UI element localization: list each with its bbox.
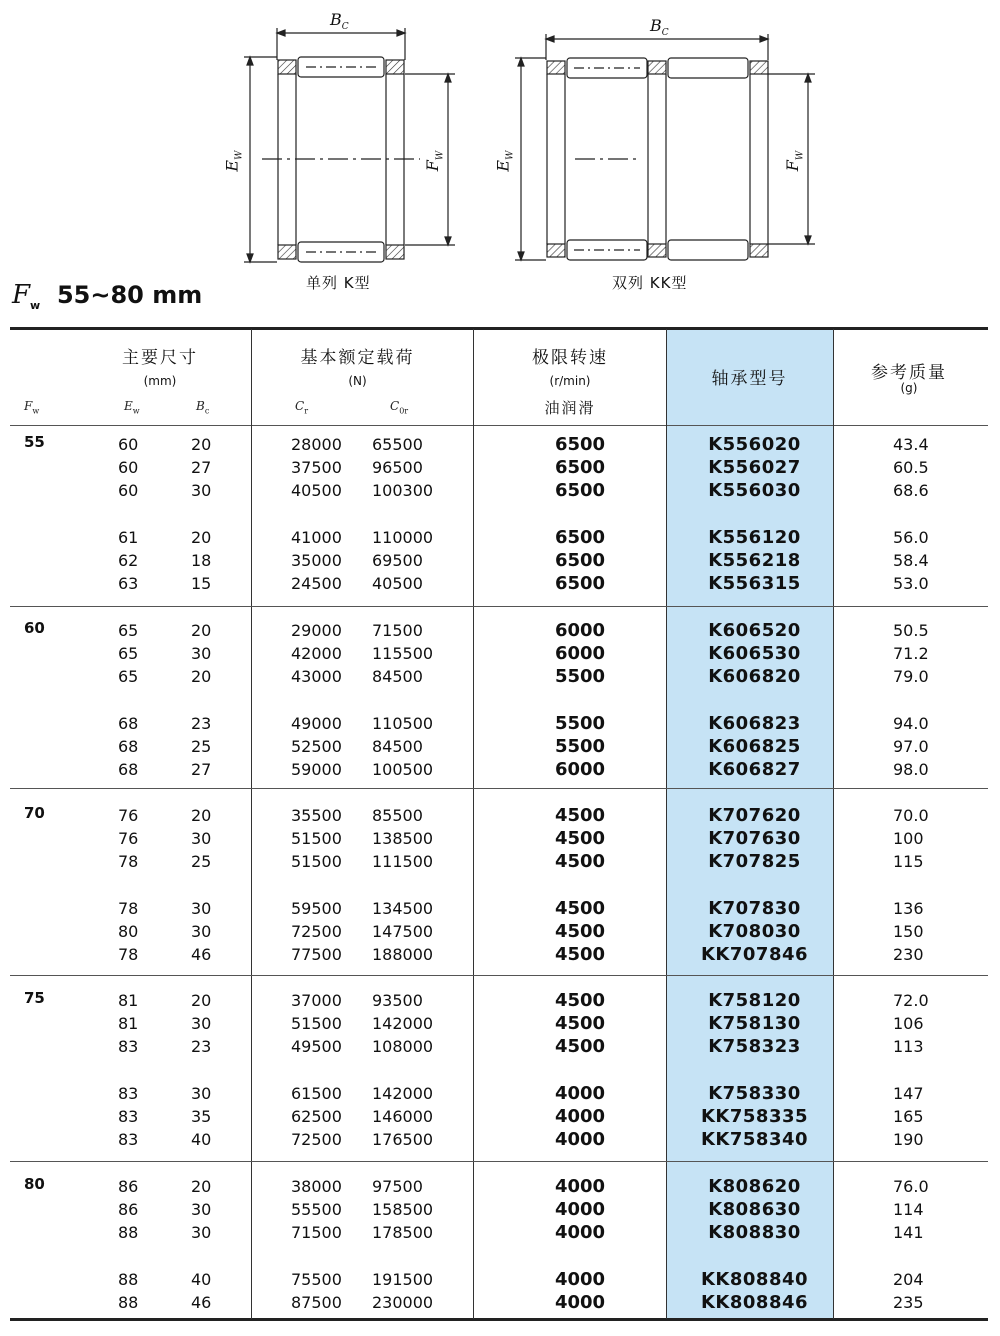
cell-cr: 28000 bbox=[291, 435, 342, 454]
cell-bc: 30 bbox=[191, 644, 212, 663]
cell-speed: 6500 bbox=[554, 457, 606, 478]
cell-ew: 88 bbox=[118, 1293, 139, 1312]
header-mass: 参考质量 bbox=[871, 363, 947, 383]
table-row bbox=[0, 897, 1000, 920]
header-load-unit: (N) bbox=[348, 374, 367, 388]
cell-cr: 43000 bbox=[291, 667, 342, 686]
table-row bbox=[0, 642, 1000, 665]
cell-bc: 20 bbox=[191, 991, 212, 1010]
cell-ew: 83 bbox=[118, 1107, 139, 1126]
cell-c0r: 115500 bbox=[372, 644, 434, 663]
cell-speed: 6500 bbox=[554, 550, 606, 571]
cell-mass: 147 bbox=[893, 1084, 924, 1103]
cell-bc: 40 bbox=[191, 1270, 212, 1289]
group-fw-55 bbox=[0, 433, 1000, 607]
cell-speed: 4000 bbox=[554, 1292, 606, 1313]
cell-model: K606520 bbox=[708, 620, 801, 641]
header-load: 基本额定载荷 bbox=[300, 348, 415, 368]
cell-ew: 81 bbox=[118, 1014, 139, 1033]
page-title: $F_w$ 55~80 mm bbox=[12, 280, 203, 312]
single-ew-label: $E_W$ bbox=[222, 150, 245, 172]
cell-speed: 4000 bbox=[554, 1269, 606, 1290]
double-fw-label: $F_W$ bbox=[783, 150, 806, 172]
cell-c0r: 110000 bbox=[372, 528, 434, 547]
cell-speed: 6000 bbox=[554, 759, 606, 780]
table-row bbox=[0, 1128, 1000, 1151]
cell-bc: 20 bbox=[191, 621, 212, 640]
cell-c0r: 97500 bbox=[372, 1177, 423, 1196]
cell-speed: 4500 bbox=[554, 1036, 606, 1057]
cell-model: K758130 bbox=[708, 1013, 801, 1034]
cell-mass: 114 bbox=[893, 1200, 924, 1219]
table-row bbox=[0, 456, 1000, 479]
cell-c0r: 142000 bbox=[372, 1014, 434, 1033]
cell-cr: 29000 bbox=[291, 621, 342, 640]
cell-ew: 68 bbox=[118, 714, 139, 733]
cell-bc: 30 bbox=[191, 1014, 212, 1033]
cell-bc: 25 bbox=[191, 737, 212, 756]
group-fw-80 bbox=[0, 1175, 1000, 1320]
table-row bbox=[0, 1082, 1000, 1105]
cell-cr: 62500 bbox=[291, 1107, 342, 1126]
cell-ew: 88 bbox=[118, 1223, 139, 1242]
cell-speed: 4000 bbox=[554, 1129, 606, 1150]
table-row bbox=[0, 1105, 1000, 1128]
cell-speed: 4500 bbox=[554, 921, 606, 942]
cell-model: K556120 bbox=[708, 527, 801, 548]
cell-bc: 30 bbox=[191, 1084, 212, 1103]
cell-bc: 46 bbox=[191, 945, 212, 964]
cell-mass: 141 bbox=[893, 1223, 924, 1242]
cell-ew: 78 bbox=[118, 899, 139, 918]
cell-cr: 35000 bbox=[291, 551, 342, 570]
header-mass-unit: (g) bbox=[900, 381, 918, 395]
cell-mass: 98.0 bbox=[893, 760, 929, 779]
cell-model: K556027 bbox=[708, 457, 801, 478]
cell-cr: 71500 bbox=[291, 1223, 342, 1242]
cell-speed: 5500 bbox=[554, 666, 606, 687]
cell-ew: 83 bbox=[118, 1130, 139, 1149]
table-row bbox=[0, 526, 1000, 549]
table-row bbox=[0, 619, 1000, 642]
group-fw-60 bbox=[0, 619, 1000, 793]
cell-cr: 40500 bbox=[291, 481, 342, 500]
cell-ew: 81 bbox=[118, 991, 139, 1010]
cell-model: K556218 bbox=[708, 550, 801, 571]
cell-ew: 60 bbox=[118, 481, 139, 500]
header-main-dims-unit: (mm) bbox=[143, 374, 177, 388]
cell-ew: 83 bbox=[118, 1037, 139, 1056]
cell-mass: 76.0 bbox=[893, 1177, 929, 1196]
cell-ew: 68 bbox=[118, 737, 139, 756]
symbol-c0r: $C_{0r}$ bbox=[390, 399, 409, 416]
table-row bbox=[0, 827, 1000, 850]
cell-ew: 86 bbox=[118, 1200, 139, 1219]
cell-c0r: 138500 bbox=[372, 829, 434, 848]
cell-bc: 35 bbox=[191, 1107, 212, 1126]
table-row bbox=[0, 1198, 1000, 1221]
cell-model: K556030 bbox=[708, 480, 801, 501]
cell-mass: 165 bbox=[893, 1107, 924, 1126]
table-row bbox=[0, 712, 1000, 735]
cell-bc: 20 bbox=[191, 435, 212, 454]
cell-speed: 6000 bbox=[554, 643, 606, 664]
cell-ew: 65 bbox=[118, 667, 139, 686]
cell-bc: 15 bbox=[191, 574, 212, 593]
cell-model: K606827 bbox=[708, 759, 801, 780]
cell-c0r: 71500 bbox=[372, 621, 423, 640]
symbol-fw: $F_w$ bbox=[24, 399, 40, 416]
cell-c0r: 134500 bbox=[372, 899, 434, 918]
cell-c0r: 188000 bbox=[372, 945, 434, 964]
cell-bc: 25 bbox=[191, 852, 212, 871]
cell-ew: 60 bbox=[118, 458, 139, 477]
cell-mass: 72.0 bbox=[893, 991, 929, 1010]
cell-speed: 6500 bbox=[554, 434, 606, 455]
cell-model: K606825 bbox=[708, 736, 801, 757]
cell-ew: 78 bbox=[118, 945, 139, 964]
cell-model: K707630 bbox=[708, 828, 801, 849]
table-row bbox=[0, 549, 1000, 572]
cell-c0r: 40500 bbox=[372, 574, 423, 593]
cell-speed: 4000 bbox=[554, 1199, 606, 1220]
cell-cr: 59500 bbox=[291, 899, 342, 918]
cell-model: K556315 bbox=[708, 573, 801, 594]
cell-ew: 76 bbox=[118, 829, 139, 848]
cell-bc: 46 bbox=[191, 1293, 212, 1312]
cell-mass: 235 bbox=[893, 1293, 924, 1312]
table-top-rule bbox=[10, 327, 988, 330]
table-row bbox=[0, 850, 1000, 873]
table-row bbox=[0, 1175, 1000, 1198]
cell-mass: 70.0 bbox=[893, 806, 929, 825]
cell-cr: 72500 bbox=[291, 922, 342, 941]
cell-speed: 4500 bbox=[554, 805, 606, 826]
cell-mass: 79.0 bbox=[893, 667, 929, 686]
cell-cr: 41000 bbox=[291, 528, 342, 547]
cell-c0r: 108000 bbox=[372, 1037, 434, 1056]
cell-c0r: 230000 bbox=[372, 1293, 434, 1312]
cell-speed: 4000 bbox=[554, 1222, 606, 1243]
cell-mass: 136 bbox=[893, 899, 924, 918]
table-row bbox=[0, 1221, 1000, 1244]
cell-mass: 97.0 bbox=[893, 737, 929, 756]
cell-c0r: 100300 bbox=[372, 481, 434, 500]
cell-model: K556020 bbox=[708, 434, 801, 455]
cell-model: K758330 bbox=[708, 1083, 801, 1104]
group-fw-value: 80 bbox=[24, 1175, 45, 1193]
cell-bc: 23 bbox=[191, 1037, 212, 1056]
cell-model: K707830 bbox=[708, 898, 801, 919]
cell-ew: 60 bbox=[118, 435, 139, 454]
double-row-kk-diagram bbox=[515, 34, 815, 260]
group-fw-75 bbox=[0, 989, 1000, 1164]
cell-c0r: 176500 bbox=[372, 1130, 434, 1149]
cell-speed: 6000 bbox=[554, 620, 606, 641]
table-row bbox=[0, 665, 1000, 688]
cell-cr: 42000 bbox=[291, 644, 342, 663]
cell-ew: 62 bbox=[118, 551, 139, 570]
cell-cr: 35500 bbox=[291, 806, 342, 825]
cell-c0r: 111500 bbox=[372, 852, 434, 871]
cell-ew: 65 bbox=[118, 644, 139, 663]
group-separator bbox=[10, 606, 988, 607]
cell-bc: 30 bbox=[191, 481, 212, 500]
table-row bbox=[0, 1012, 1000, 1035]
table-row bbox=[0, 804, 1000, 827]
table-row bbox=[0, 433, 1000, 456]
cell-model: K707825 bbox=[708, 851, 801, 872]
single-fw-label: $F_W$ bbox=[423, 150, 446, 172]
cell-speed: 4500 bbox=[554, 851, 606, 872]
cell-ew: 88 bbox=[118, 1270, 139, 1289]
cell-bc: 20 bbox=[191, 1177, 212, 1196]
cell-bc: 23 bbox=[191, 714, 212, 733]
cell-model: K708030 bbox=[708, 921, 801, 942]
cell-model: K808620 bbox=[708, 1176, 801, 1197]
group-fw-value: 70 bbox=[24, 804, 45, 822]
cell-speed: 4500 bbox=[554, 1013, 606, 1034]
cell-c0r: 110500 bbox=[372, 714, 434, 733]
cell-model: K606820 bbox=[708, 666, 801, 687]
table-row bbox=[0, 989, 1000, 1012]
group-fw-value: 75 bbox=[24, 989, 45, 1007]
group-separator bbox=[10, 788, 988, 789]
cell-cr: 37000 bbox=[291, 991, 342, 1010]
cell-bc: 20 bbox=[191, 806, 212, 825]
cell-mass: 43.4 bbox=[893, 435, 929, 454]
cell-bc: 27 bbox=[191, 458, 212, 477]
cell-cr: 24500 bbox=[291, 574, 342, 593]
cell-cr: 87500 bbox=[291, 1293, 342, 1312]
cell-mass: 100 bbox=[893, 829, 924, 848]
cell-model: KK808846 bbox=[700, 1292, 809, 1313]
cell-mass: 50.5 bbox=[893, 621, 929, 640]
cell-model: K606530 bbox=[708, 643, 801, 664]
cell-speed: 6500 bbox=[554, 573, 606, 594]
cell-ew: 86 bbox=[118, 1177, 139, 1196]
table-row bbox=[0, 1035, 1000, 1058]
table-row bbox=[0, 572, 1000, 595]
cell-ew: 65 bbox=[118, 621, 139, 640]
cell-model: KK707846 bbox=[700, 944, 809, 965]
cell-mass: 60.5 bbox=[893, 458, 929, 477]
table-row bbox=[0, 920, 1000, 943]
cell-c0r: 158500 bbox=[372, 1200, 434, 1219]
cell-mass: 204 bbox=[893, 1270, 924, 1289]
cell-c0r: 84500 bbox=[372, 667, 423, 686]
cell-bc: 20 bbox=[191, 667, 212, 686]
cell-ew: 78 bbox=[118, 852, 139, 871]
cell-cr: 55500 bbox=[291, 1200, 342, 1219]
table-row bbox=[0, 1291, 1000, 1314]
cell-c0r: 178500 bbox=[372, 1223, 434, 1242]
cell-c0r: 96500 bbox=[372, 458, 423, 477]
group-separator bbox=[10, 975, 988, 976]
table-row bbox=[0, 479, 1000, 502]
cell-mass: 150 bbox=[893, 922, 924, 941]
cell-c0r: 100500 bbox=[372, 760, 434, 779]
cell-ew: 76 bbox=[118, 806, 139, 825]
cell-speed: 4000 bbox=[554, 1083, 606, 1104]
cell-cr: 77500 bbox=[291, 945, 342, 964]
cell-c0r: 85500 bbox=[372, 806, 423, 825]
header-speed-oil: 油润滑 bbox=[544, 399, 596, 417]
cell-mass: 71.2 bbox=[893, 644, 929, 663]
cell-ew: 63 bbox=[118, 574, 139, 593]
cell-speed: 4000 bbox=[554, 1176, 606, 1197]
symbol-ew: $E_w$ bbox=[124, 399, 140, 416]
table-row bbox=[0, 943, 1000, 966]
cell-cr: 38000 bbox=[291, 1177, 342, 1196]
table-row bbox=[0, 758, 1000, 781]
group-fw-value: 55 bbox=[24, 433, 45, 451]
single-row-k-diagram bbox=[244, 28, 455, 262]
header-model: 轴承型号 bbox=[711, 369, 788, 389]
cell-cr: 52500 bbox=[291, 737, 342, 756]
cell-cr: 51500 bbox=[291, 1014, 342, 1033]
cell-bc: 30 bbox=[191, 922, 212, 941]
cell-speed: 4000 bbox=[554, 1106, 606, 1127]
cell-cr: 72500 bbox=[291, 1130, 342, 1149]
cell-ew: 83 bbox=[118, 1084, 139, 1103]
cell-mass: 56.0 bbox=[893, 528, 929, 547]
cell-cr: 51500 bbox=[291, 852, 342, 871]
cell-mass: 106 bbox=[893, 1014, 924, 1033]
cell-model: K808830 bbox=[708, 1222, 801, 1243]
cell-cr: 75500 bbox=[291, 1270, 342, 1289]
cell-ew: 61 bbox=[118, 528, 139, 547]
cell-bc: 30 bbox=[191, 1200, 212, 1219]
symbol-bc: $B_c$ bbox=[196, 399, 210, 416]
cell-cr: 49500 bbox=[291, 1037, 342, 1056]
cell-mass: 68.6 bbox=[893, 481, 929, 500]
cell-c0r: 93500 bbox=[372, 991, 423, 1010]
cell-bc: 40 bbox=[191, 1130, 212, 1149]
cell-speed: 4500 bbox=[554, 944, 606, 965]
group-fw-value: 60 bbox=[24, 619, 45, 637]
cell-bc: 30 bbox=[191, 899, 212, 918]
double-ew-label: $E_W$ bbox=[493, 150, 516, 172]
cell-bc: 18 bbox=[191, 551, 212, 570]
cell-c0r: 142000 bbox=[372, 1084, 434, 1103]
cell-model: K808630 bbox=[708, 1199, 801, 1220]
cell-model: K707620 bbox=[708, 805, 801, 826]
cell-c0r: 84500 bbox=[372, 737, 423, 756]
cell-model: KK758335 bbox=[700, 1106, 809, 1127]
cell-c0r: 146000 bbox=[372, 1107, 434, 1126]
cell-ew: 68 bbox=[118, 760, 139, 779]
double-bc-label: $B_C$ bbox=[650, 16, 669, 39]
cell-bc: 20 bbox=[191, 528, 212, 547]
single-bc-label: $B_C$ bbox=[330, 10, 349, 33]
cell-speed: 5500 bbox=[554, 736, 606, 757]
cell-speed: 4500 bbox=[554, 898, 606, 919]
cell-c0r: 65500 bbox=[372, 435, 423, 454]
cell-mass: 58.4 bbox=[893, 551, 929, 570]
double-row-caption: 双列 KK型 bbox=[612, 274, 688, 292]
cell-c0r: 147500 bbox=[372, 922, 434, 941]
cell-mass: 113 bbox=[893, 1037, 924, 1056]
cell-speed: 6500 bbox=[554, 527, 606, 548]
header-main-dims: 主要尺寸 bbox=[122, 348, 198, 368]
cell-cr: 51500 bbox=[291, 829, 342, 848]
cell-bc: 27 bbox=[191, 760, 212, 779]
cell-model: K758120 bbox=[708, 990, 801, 1011]
cell-speed: 4500 bbox=[554, 828, 606, 849]
table-row bbox=[0, 735, 1000, 758]
cell-mass: 230 bbox=[893, 945, 924, 964]
header-speed-unit: (r/min) bbox=[549, 374, 591, 388]
cell-mass: 94.0 bbox=[893, 714, 929, 733]
header-speed: 极限转速 bbox=[532, 348, 608, 368]
cell-cr: 49000 bbox=[291, 714, 342, 733]
symbol-cr: $C_r$ bbox=[295, 399, 309, 416]
group-separator bbox=[10, 1161, 988, 1162]
cell-speed: 5500 bbox=[554, 713, 606, 734]
table-row bbox=[0, 1268, 1000, 1291]
cell-c0r: 191500 bbox=[372, 1270, 434, 1289]
cell-mass: 115 bbox=[893, 852, 924, 871]
cell-mass: 190 bbox=[893, 1130, 924, 1149]
cell-model: KK758340 bbox=[700, 1129, 809, 1150]
cell-cr: 59000 bbox=[291, 760, 342, 779]
cell-cr: 61500 bbox=[291, 1084, 342, 1103]
cell-bc: 30 bbox=[191, 829, 212, 848]
cell-speed: 4500 bbox=[554, 990, 606, 1011]
cell-model: KK808840 bbox=[700, 1269, 809, 1290]
header-rule bbox=[10, 425, 988, 426]
cell-model: K758323 bbox=[708, 1036, 801, 1057]
cell-speed: 6500 bbox=[554, 480, 606, 501]
single-row-caption: 单列 K型 bbox=[306, 274, 371, 292]
cell-ew: 80 bbox=[118, 922, 139, 941]
cell-c0r: 69500 bbox=[372, 551, 423, 570]
group-fw-70 bbox=[0, 804, 1000, 979]
cell-bc: 30 bbox=[191, 1223, 212, 1242]
cell-cr: 37500 bbox=[291, 458, 342, 477]
cell-model: K606823 bbox=[708, 713, 801, 734]
cell-mass: 53.0 bbox=[893, 574, 929, 593]
